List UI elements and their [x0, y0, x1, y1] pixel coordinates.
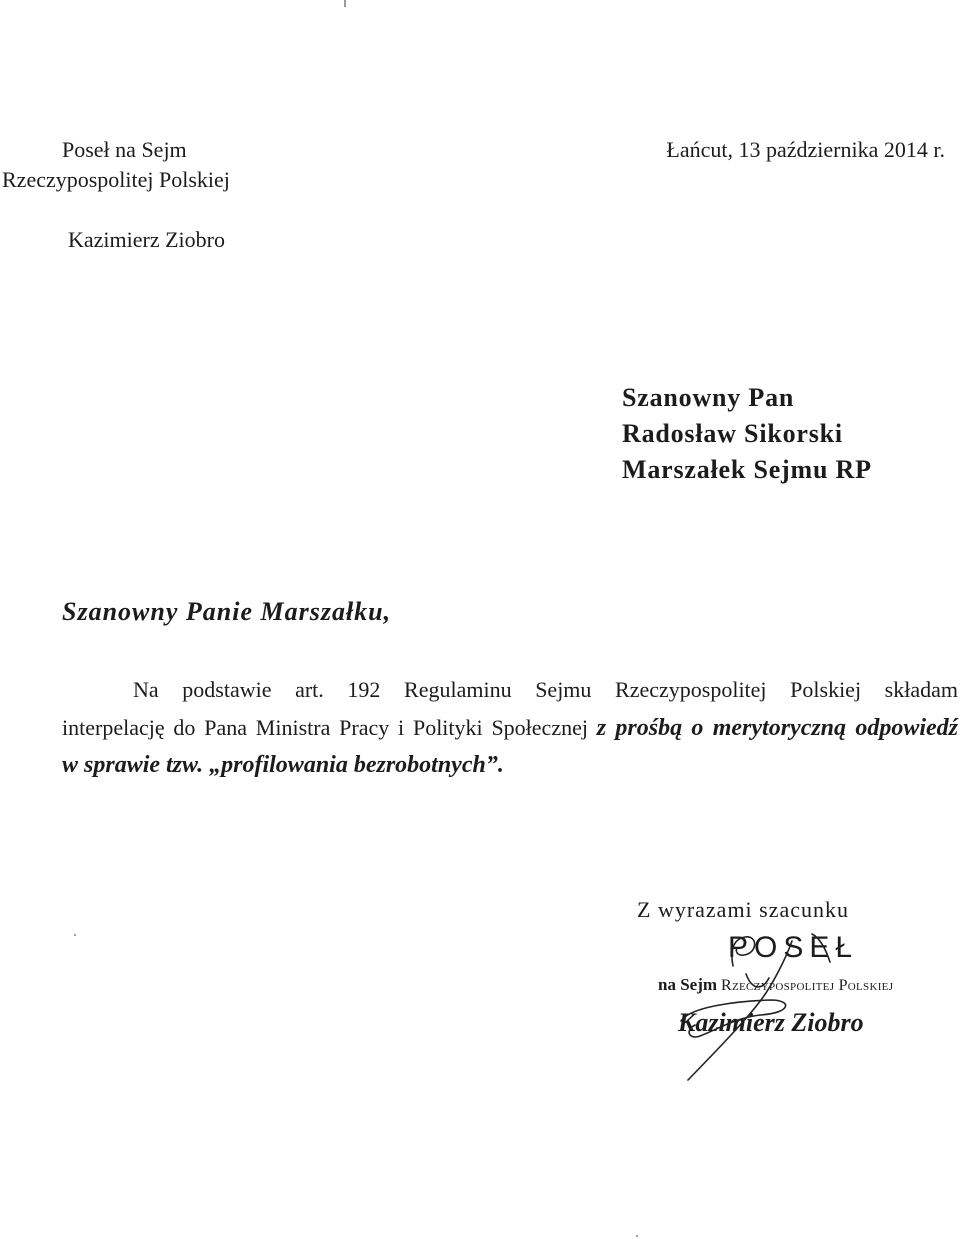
body-line-2-emphasis: z prośbą o merytoryczną odpowiedź — [596, 714, 959, 741]
sender-title-continued: Rzeczypospolitej Polskiej — [2, 167, 230, 192]
sender-title: Poseł na Sejm — [62, 137, 187, 162]
scan-mark — [344, 0, 346, 7]
scan-mark — [74, 934, 76, 936]
stamp-line-prefix: na Sejm — [658, 975, 718, 994]
body-line-2 — [62, 709, 958, 747]
recipient-salutation-line: Szanowny Pan — [622, 383, 795, 412]
letter-salutation: Szanowny Panie Marszałku, — [62, 597, 392, 626]
sender-name: Kazimierz Ziobro — [68, 227, 225, 252]
stamp-line-rest: Rzeczypospolitej Polskiej — [721, 977, 894, 994]
body-paragraph — [62, 671, 958, 784]
stamp-line — [658, 973, 893, 998]
scan-mark — [636, 1235, 638, 1237]
recipient-name: Radosław Sikorski — [622, 419, 843, 448]
stamp-title: POSEŁ — [728, 931, 859, 964]
body-line-1: Na podstawie art. 192 Regulaminu Sejmu Rzeczypospolitej Polskiej składam — [133, 677, 958, 702]
place-date: Łańcut, 13 października 2014 r. — [666, 137, 945, 162]
body-line-2-text: interpelację do Pana Ministra Pracy i Polityki Społecznej — [62, 714, 588, 740]
recipient-position: Marszałek Sejmu RP — [622, 455, 872, 484]
closing-phrase: Z wyrazami szacunku — [637, 897, 850, 922]
stamp-name: Kazimierz Ziobro — [678, 1008, 864, 1037]
body-line-3-emphasis: w sprawie tzw. „profilowania bezrobotnych”. — [62, 752, 504, 778]
body-line-3 — [62, 746, 958, 784]
